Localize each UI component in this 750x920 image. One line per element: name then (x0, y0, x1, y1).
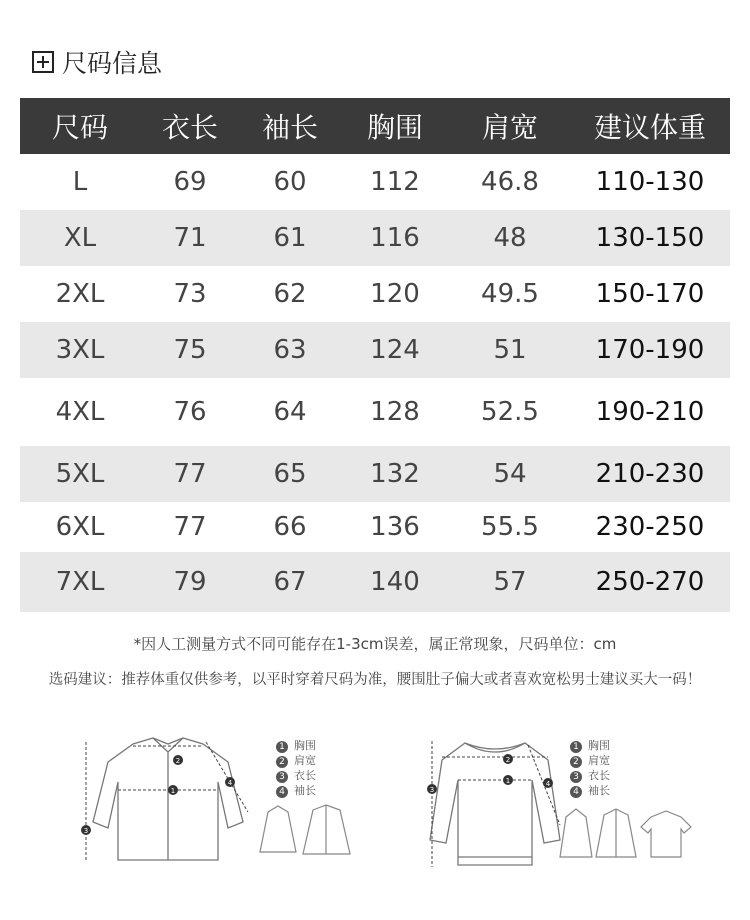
svg-text:4: 4 (227, 779, 233, 787)
value-cell: 210-230 (595, 459, 705, 489)
value-cell: 136 (370, 512, 420, 542)
value-cell: 49.5 (481, 279, 539, 309)
garment-icons (556, 805, 696, 865)
value-cell: 128 (370, 397, 420, 427)
table-row (20, 446, 730, 502)
legend-item: 衣长 (588, 769, 610, 782)
table-row (20, 502, 730, 552)
value-cell: 250-270 (595, 567, 705, 597)
value-cell: 63 (273, 335, 307, 365)
value-cell: 116 (370, 223, 420, 253)
legend-item: 袖长 (588, 784, 610, 797)
svg-text:2: 2 (505, 756, 511, 764)
size-cell: L (72, 167, 88, 197)
value-cell: 75 (173, 335, 207, 365)
value-cell: 62 (273, 279, 307, 309)
legend-item: 胸围 (294, 739, 316, 752)
value-cell: 51 (493, 335, 527, 365)
size-cell: 2XL (55, 279, 105, 309)
legend-item: 肩宽 (588, 754, 610, 767)
value-cell: 67 (273, 567, 307, 597)
value-cell: 64 (273, 397, 307, 427)
svg-text:4: 4 (545, 780, 551, 788)
size-cell: 6XL (55, 512, 105, 542)
table-row (20, 266, 730, 322)
value-cell: 54 (493, 459, 527, 489)
table-row (20, 154, 730, 210)
size-cell: 3XL (55, 335, 105, 365)
table-row (20, 322, 730, 378)
legend-shirt: 1 胸围 2 肩宽 3 衣长 4 袖长 (276, 738, 316, 798)
plus-box-icon (32, 51, 54, 73)
size-advice: 选码建议：推荐体重仅供参考，以平时穿着尺码为准，腰围肚子偏大或者喜欢宽松男士建议买大一码！ (48, 672, 702, 688)
value-cell: 69 (173, 167, 207, 197)
svg-text:3: 3 (429, 786, 435, 794)
svg-text:2: 2 (175, 757, 181, 765)
shirt-diagram (78, 732, 268, 872)
header-cell: 建议体重 (593, 111, 706, 144)
value-cell: 55.5 (481, 512, 539, 542)
svg-text:1: 1 (505, 777, 511, 785)
value-cell: 77 (173, 459, 207, 489)
value-cell: 124 (370, 335, 420, 365)
value-cell: 132 (370, 459, 420, 489)
legend-item: 肩宽 (294, 754, 316, 767)
value-cell: 76 (173, 397, 207, 427)
table-row (20, 210, 730, 266)
value-cell: 71 (173, 223, 207, 253)
size-cell: 5XL (55, 459, 105, 489)
section-title-text: 尺码信息 (62, 49, 163, 78)
sweater-diagram (420, 735, 570, 885)
svg-text:3: 3 (83, 827, 89, 835)
table-row (20, 552, 730, 612)
value-cell: 79 (173, 567, 207, 597)
jacket-icons (258, 802, 358, 862)
value-cell: 57 (493, 567, 527, 597)
size-table (20, 98, 730, 612)
value-cell: 120 (370, 279, 420, 309)
value-cell: 110-130 (595, 167, 705, 197)
measure-note: *因人工测量方式不同可能存在1-3cm误差，属正常现象，尺码单位：cm (133, 635, 617, 653)
value-cell: 140 (370, 567, 420, 597)
header-cell: 衣长 (161, 111, 218, 144)
value-cell: 52.5 (481, 397, 539, 427)
value-cell: 73 (173, 279, 207, 309)
header-cell: 胸围 (366, 111, 423, 144)
value-cell: 48 (493, 223, 527, 253)
value-cell: 46.8 (481, 167, 539, 197)
header-cell: 尺码 (51, 111, 108, 144)
legend-item: 胸围 (588, 739, 610, 752)
legend-item: 衣长 (294, 769, 316, 782)
value-cell: 61 (273, 223, 307, 253)
value-cell: 170-190 (595, 335, 705, 365)
table-header (20, 98, 730, 154)
value-cell: 66 (273, 512, 307, 542)
value-cell: 230-250 (595, 512, 705, 542)
value-cell: 112 (370, 167, 420, 197)
size-cell: 4XL (55, 397, 105, 427)
value-cell: 130-150 (595, 223, 705, 253)
legend-item: 袖长 (294, 784, 316, 797)
value-cell: 65 (273, 459, 307, 489)
value-cell: 190-210 (595, 397, 705, 427)
size-cell: 7XL (55, 567, 105, 597)
table-row (20, 378, 730, 446)
legend-sweater: 1 胸围 2 肩宽 3 衣长 4 袖长 (570, 738, 610, 798)
header-cell: 袖长 (261, 111, 318, 144)
header-cell: 肩宽 (481, 111, 538, 144)
value-cell: 77 (173, 512, 207, 542)
svg-text:1: 1 (170, 787, 176, 795)
section-title (32, 44, 162, 80)
value-cell: 150-170 (595, 279, 705, 309)
value-cell: 60 (273, 167, 307, 197)
size-cell: XL (63, 223, 97, 253)
